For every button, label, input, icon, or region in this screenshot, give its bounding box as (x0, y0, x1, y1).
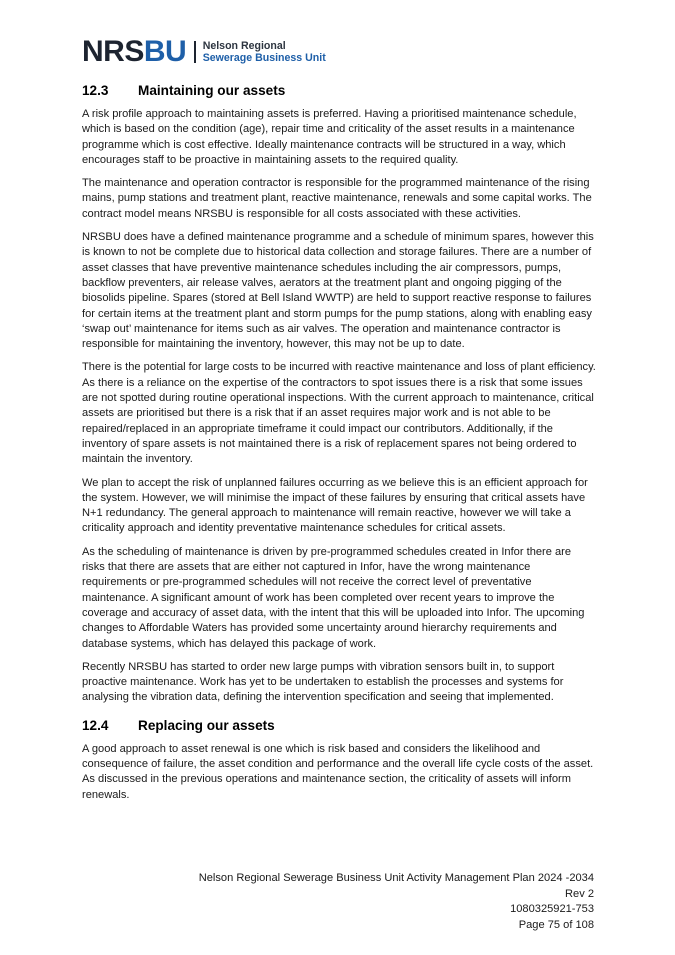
paragraph: Recently NRSBU has started to order new large pumps with vibration sensors built in, to support proactive maintenance. Work has yet to be undertaken to establish the processes and systems for analysing the vibration data, defining the intervention specification and seeing that implemented. (82, 660, 564, 704)
section-number: 12.4 (82, 718, 109, 734)
logo-org-name (203, 40, 326, 64)
section-heading-maintaining (82, 80, 596, 100)
document-body (82, 80, 596, 803)
paragraph: NRSBU does have a defined maintenance programme and a schedule of minimum spares, however this is known to not be complete due to historical data collection and storage failures. There are a number of asset classes that have preventive maintenance schedules including the air compressors, pumps, backflow preventers, air release valves, aerators at the treatment plant and ongoing pigging of the biosolids pipeline. Spares (stored at Bell Island WWTP) are held to support reactive response to failures for certain items at the treatment plant and storm pumps for the pump stations, along with enabling easy ‘swap out’ maintenance for items such as air valves. The operation and maintenance contractor is responsible for maintaining the inventory, however, this may not be up to date. (82, 231, 594, 351)
logo-divider (194, 41, 196, 63)
paragraph: A good approach to asset renewal is one which is risk based and considers the likelihood and consequence of failure, the asset condition and performance and the overall life cycle costs of the asset. As discussed in the previous operations and maintenance section, the criticality of assets will inform renewals. (82, 742, 594, 801)
footer-revision: Rev 2 (565, 887, 594, 900)
nrsbu-logo (82, 36, 326, 68)
footer-doc-title: Nelson Regional Sewerage Business Unit Activity Management Plan 2024 -2034 (198, 872, 594, 884)
section-heading-replacing (82, 716, 596, 736)
logo-wordmark (82, 37, 186, 67)
footer-page-number: Page 75 of 108 (518, 918, 594, 931)
logo-wordmark-part1: NRS (82, 35, 144, 68)
logo-org-line1: Nelson Regional (202, 40, 286, 52)
footer-doc-id: 1080325921-753 (510, 903, 594, 915)
logo-wordmark-part2: BU (143, 35, 187, 68)
logo-org-line2: Sewerage Business Unit (202, 52, 326, 64)
section-title: Replacing our assets (138, 718, 275, 734)
paragraph: There is the potential for large costs to be incurred with reactive maintenance and loss of plant efficiency. As there is a reliance on the expertise of the contractors to spot issues there is a risk that some issues are not spotted during routine operational inspections. With the current approach to maintenance, critical assets are prioritised but there is a risk that if an asset requires major work and is not able to be repaired/replaced in an appropriate timeframe it could impact our contributors. Additionally, if the inventory of spare assets is not maintained there is a risk of replacement spares not being ordered to maintain the inventory. (82, 361, 596, 466)
section-number: 12.3 (82, 82, 109, 98)
paragraph: As the scheduling of maintenance is driven by pre-programmed schedules created in Infor there are risks that there are assets that are either not captured in Infor, have the wrong maintenance requirements or pre-programmed schedules will not receive the correct level of preventative maintenance. A significant amount of work has been completed over recent years to improve the coverage and accuracy of asset data, with the intent that this will be uploaded into Infor. The upcoming changes to Affordable Waters has provided some uncertainty around hierarchy requirements and database systems, which has delayed this package of work. (82, 545, 585, 650)
paragraph: A risk profile approach to maintaining assets is preferred. Having a prioritised maintenance schedule, which is based on the condition (age), repair time and criticality of the asset results in a maintenance programme which is cost effective. Ideally maintenance contracts will be structured in a way, which encourages staff to be proactive in maintaining assets to the required quality. (82, 108, 577, 166)
paragraph: The maintenance and operation contractor is responsible for the programmed maintenance of the rising mains, pump stations and treatment plant, reactive maintenance, renewals and some capital works. The contract model means NRSBU is responsible for all costs associated with these activities. (82, 177, 592, 220)
paragraph: We plan to accept the risk of unplanned failures occurring as we believe this is an efficient approach for the system. However, we will minimise the impact of these failures by ensuring that critical assets have N+1 redundancy. The general approach to maintenance will remain reactive, however we will take a criticality approach and identity preventative maintenance schedules for critical assets. (82, 476, 588, 535)
page-footer (199, 871, 594, 933)
section-title: Maintaining our assets (138, 82, 286, 98)
